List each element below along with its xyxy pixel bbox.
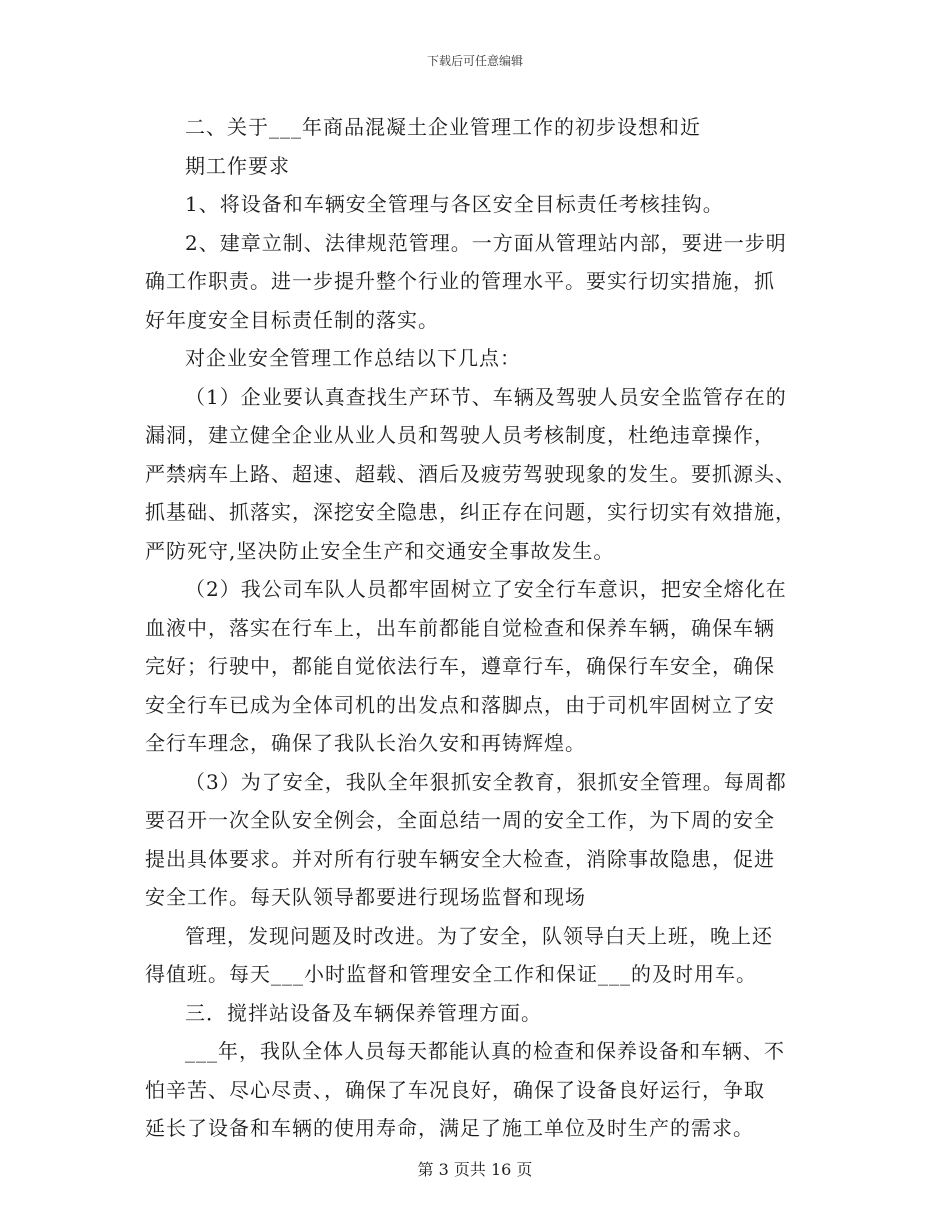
- paragraph-line: 1、将设备和车辆安全管理与各区安全目标责任考核挂钩。: [185, 192, 724, 216]
- paragraph-line: 怕辛苦、尽心尽责、，确保了车况良好，确保了设备良好运行，争取: [145, 1077, 765, 1102]
- paragraph-line: 血液中，落实在行车上，出车前都能自觉检查和保养车辆，确保车辆: [145, 615, 775, 640]
- document-body: [145, 108, 810, 1148]
- paragraph-line: 全行车理念，确保了我队长治久安和再铸辉煌。: [145, 731, 586, 755]
- paragraph-line: 安全工作。每天队领导都要进行现场监督和现场: [145, 885, 586, 909]
- paragraph-line: 严禁病车上路、超速、超载、酒后及疲劳驾驶现象的发生。要抓源头、: [145, 461, 796, 486]
- paragraph-line: 提出具体要求。并对所有行驶车辆安全大检查，消除事故隐患，促进: [145, 846, 775, 871]
- paragraph-line: 严防死守,坚决防止安全生产和交通安全事故发生。: [145, 538, 615, 563]
- paragraph-line: 安全行车已成为全体司机的出发点和落脚点，由于司机牢固树立了安: [145, 692, 775, 717]
- paragraph-line: 漏洞，建立健全企业从业人员和驾驶人员考核制度，杜绝违章操作，: [145, 423, 775, 447]
- paragraph-line: （1）企业要认真查找生产环节、车辆及驾驶人员安全监管存在的: [185, 384, 787, 409]
- paragraph-line: 对企业安全管理工作总结以下几点：: [185, 346, 521, 370]
- section-heading-cont: 期工作要求: [185, 153, 290, 178]
- paragraph-line: 管理，发现问题及时改进。为了安全，队领导白天上班，晚上还: [185, 923, 773, 948]
- paragraph-line: （2）我公司车队人员都牢固树立了安全行车意识，把安全熔化在: [185, 577, 787, 601]
- section-heading: 三．搅拌站设备及车辆保养管理方面。: [185, 1000, 542, 1025]
- section-heading: 二、关于___年商品混凝土企业管理工作的初步设想和近: [185, 115, 701, 139]
- paragraph-line: 得值班。每天___小时监督和管理安全工作和保证___的及时用车。: [145, 962, 757, 986]
- paragraph-line: 抓基础、抓落实，深挖安全隐患，纠正存在问题，实行切实有效措施，: [145, 500, 796, 524]
- paragraph-line: 延长了设备和车辆的使用寿命，满足了施工单位及时生产的需求。: [145, 1116, 754, 1140]
- paragraph-line: ___年，我队全体人员每天都能认真的检查和保养设备和车辆、不: [185, 1039, 785, 1063]
- page-number: 第 3 页共 16 页: [417, 1160, 533, 1179]
- paragraph-line: 要召开一次全队安全例会，全面总结一周的安全工作，为下周的安全: [145, 808, 775, 832]
- paragraph-line: （3）为了安全，我队全年狠抓安全教育，狠抓安全管理。每周都: [185, 769, 787, 794]
- paragraph-line: 完好；行驶中，都能自觉依法行车，遵章行车，确保行车安全，确保: [145, 654, 775, 678]
- paragraph-line: 好年度安全目标责任制的落实。: [145, 307, 439, 332]
- paragraph-line: 确工作职责。进一步提升整个行业的管理水平。要实行切实措施，抓: [145, 269, 775, 293]
- paragraph-line: 2、建章立制、法律规范管理。一方面从管理站内部，要进一步明: [185, 230, 787, 255]
- page-header: 下载后可任意编辑: [426, 54, 523, 68]
